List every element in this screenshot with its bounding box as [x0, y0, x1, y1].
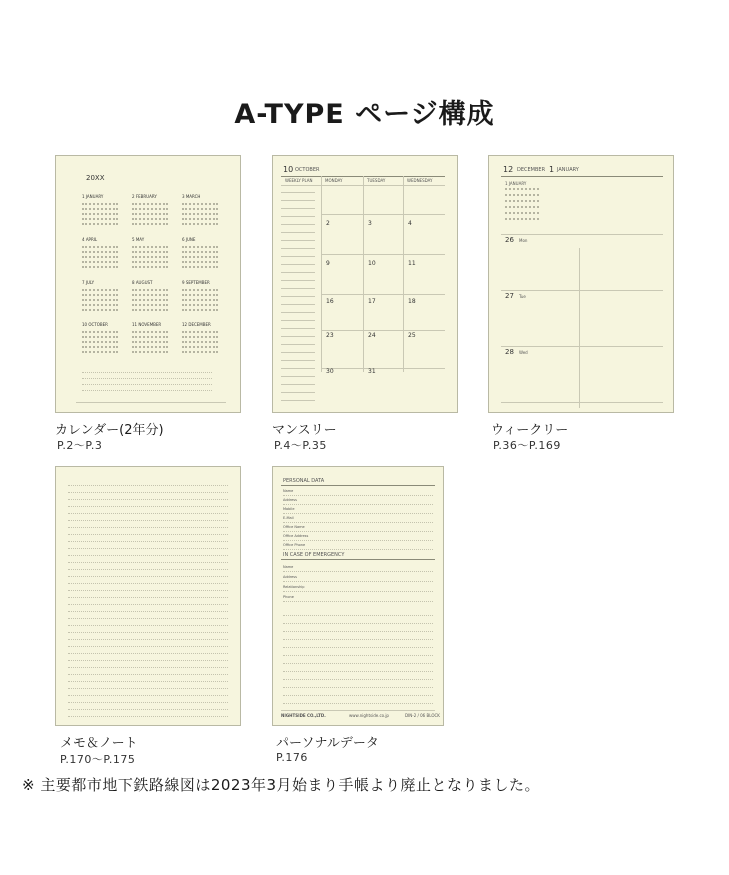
calendar-week-row: [82, 299, 118, 301]
personal-field-label: Office Name: [283, 525, 305, 529]
monthly-column-divider: [403, 176, 404, 372]
personal-field-line: [283, 540, 433, 541]
calendar-week-row: [182, 341, 218, 343]
monthly-week-line: [321, 294, 445, 295]
monthly-plan-line: [281, 208, 315, 209]
personal-header: PERSONAL DATA: [283, 478, 325, 484]
weekly-bottom-line: [501, 402, 663, 403]
monthly-plan-line: [281, 248, 315, 249]
personal-blank-line: [283, 647, 433, 648]
calendar-week-row: [82, 304, 118, 306]
monthly-plan-line: [281, 368, 315, 369]
personal-emergency-label: Phone: [283, 595, 294, 599]
personal-emergency-label: Relationship: [283, 585, 305, 589]
weekly-mini-calendar-row: [505, 194, 539, 196]
calendar-week-row: [82, 213, 118, 215]
calendar-week-row: [132, 246, 168, 248]
calendar-week-row: [82, 336, 118, 338]
calendar-week-row: [132, 251, 168, 253]
monthly-column-divider: [321, 176, 322, 372]
calendar-week-row: [182, 266, 218, 268]
monthly-day-number: 11: [408, 260, 416, 267]
caption-weekly: ウィークリー: [491, 423, 569, 438]
memo-rule-line: [68, 597, 228, 598]
calendar-holiday-row: [82, 384, 212, 385]
monthly-plan-line: [281, 328, 315, 329]
monthly-month-number: 10: [283, 165, 294, 174]
calendar-footer-line: [76, 402, 226, 403]
caption-calendar: カレンダー(2年分): [55, 423, 164, 438]
caption-memo: メモ＆ノート: [60, 736, 138, 751]
calendar-week-row: [182, 331, 218, 333]
monthly-plan-line: [281, 264, 315, 265]
range-monthly: P.4～P.35: [274, 439, 327, 452]
personal-emergency-label: Address: [283, 575, 297, 579]
calendar-month-label: 5 MAY: [132, 237, 145, 242]
calendar-week-row: [82, 341, 118, 343]
calendar-month-label: 1 JANUARY: [82, 194, 104, 199]
calendar-week-row: [82, 203, 118, 205]
personal-blank-line: [283, 615, 433, 616]
personal-field-line: [283, 504, 433, 505]
calendar-week-row: [82, 266, 118, 268]
calendar-month-label: 10 OCTOBER: [82, 322, 108, 327]
calendar-month-label: 2 FEBRUARY: [132, 194, 157, 199]
calendar-page-thumbnail: [55, 155, 241, 413]
monthly-plan-line: [281, 296, 315, 297]
calendar-week-row: [182, 251, 218, 253]
weekly-mini-calendar-row: [505, 212, 539, 214]
calendar-week-row: [182, 346, 218, 348]
calendar-week-row: [132, 208, 168, 210]
monthly-plan-line: [281, 392, 315, 393]
personal-field-line: [283, 513, 433, 514]
memo-rule-line: [68, 604, 228, 605]
monthly-day-number: 25: [408, 332, 416, 339]
monthly-column-header: WEDNESDAY: [407, 178, 433, 183]
calendar-week-row: [182, 218, 218, 220]
memo-rule-line: [68, 646, 228, 647]
memo-rule-line: [68, 527, 228, 528]
weekly-day-number: 28: [505, 348, 514, 356]
memo-rule-line: [68, 625, 228, 626]
weekly-day-label: Mon: [519, 238, 528, 243]
weekly-day-number: 27: [505, 292, 514, 300]
personal-field-label: Office Address: [283, 534, 309, 538]
monthly-column-divider: [363, 176, 364, 372]
memo-rule-line: [68, 499, 228, 500]
monthly-plan-line: [281, 240, 315, 241]
monthly-plan-line: [281, 216, 315, 217]
memo-page-thumbnail: [55, 466, 241, 726]
weekly-page-thumbnail: [488, 155, 674, 413]
calendar-week-row: [132, 289, 168, 291]
monthly-plan-line: [281, 272, 315, 273]
memo-rule-line: [68, 492, 228, 493]
personal-blank-line: [283, 623, 433, 624]
calendar-week-row: [132, 299, 168, 301]
memo-rule-line: [68, 688, 228, 689]
calendar-week-row: [132, 336, 168, 338]
memo-rule-line: [68, 674, 228, 675]
weekly-day-number: 26: [505, 236, 514, 244]
monthly-day-number: 3: [368, 220, 372, 227]
weekly-mini-calendar-row: [505, 206, 539, 208]
memo-rule-line: [68, 618, 228, 619]
memo-rule-line: [68, 709, 228, 710]
calendar-week-row: [82, 294, 118, 296]
calendar-week-row: [132, 331, 168, 333]
calendar-month-label: 11 NOVEMBER: [132, 322, 162, 327]
weekly-day-label: Tue: [519, 294, 526, 299]
calendar-week-row: [132, 266, 168, 268]
personal-footer-line: [281, 710, 435, 711]
monthly-day-number: 24: [368, 332, 376, 339]
monthly-plan-line: [281, 320, 315, 321]
memo-rule-line: [68, 562, 228, 563]
range-personal: P.176: [276, 751, 308, 764]
monthly-day-number: 2: [326, 220, 330, 227]
calendar-week-row: [82, 223, 118, 225]
calendar-week-row: [82, 246, 118, 248]
calendar-week-row: [182, 304, 218, 306]
personal-blank-line: [283, 655, 433, 656]
calendar-week-row: [182, 336, 218, 338]
monthly-plan-line: [281, 224, 315, 225]
monthly-plan-line: [281, 336, 315, 337]
calendar-week-row: [82, 261, 118, 263]
memo-rule-line: [68, 541, 228, 542]
monthly-plan-line: [281, 192, 315, 193]
monthly-week-line: [321, 254, 445, 255]
calendar-week-row: [132, 223, 168, 225]
personal-blank-line: [283, 671, 433, 672]
monthly-day-number: 18: [408, 298, 416, 305]
calendar-week-row: [82, 346, 118, 348]
calendar-month-label: 7 JULY: [82, 280, 95, 285]
monthly-day-number: 31: [368, 368, 376, 375]
memo-rule-line: [68, 520, 228, 521]
caption-monthly: マンスリー: [272, 423, 337, 438]
personal-field-label: Address: [283, 498, 297, 502]
calendar-year: 20XX: [86, 174, 105, 182]
weekly-mini-calendar-row: [505, 218, 539, 220]
range-weekly: P.36～P.169: [493, 439, 561, 452]
calendar-week-row: [182, 203, 218, 205]
monthly-month-name: OCTOBER: [295, 167, 320, 173]
calendar-week-row: [132, 346, 168, 348]
calendar-week-row: [132, 309, 168, 311]
monthly-plan-line: [281, 232, 315, 233]
memo-rule-line: [68, 702, 228, 703]
personal-field-line: [283, 495, 433, 496]
personal-blank-line: [283, 679, 433, 680]
personal-field-label: E-Mail: [283, 516, 294, 520]
monthly-plan-line: [281, 288, 315, 289]
calendar-week-row: [182, 246, 218, 248]
calendar-holiday-row: [82, 372, 212, 373]
monthly-day-number: 23: [326, 332, 334, 339]
memo-rule-line: [68, 506, 228, 507]
calendar-week-row: [82, 256, 118, 258]
personal-field-label: Mobile: [283, 507, 295, 511]
monthly-plan-line: [281, 304, 315, 305]
weekly-header-num-a: 12: [503, 165, 514, 174]
calendar-week-row: [132, 256, 168, 258]
calendar-week-row: [132, 213, 168, 215]
calendar-week-row: [132, 351, 168, 353]
personal-blank-line: [283, 639, 433, 640]
calendar-month-label: 4 APRIL: [82, 237, 98, 242]
monthly-page-thumbnail: [272, 155, 458, 413]
calendar-week-row: [182, 256, 218, 258]
calendar-week-row: [132, 294, 168, 296]
memo-rule-line: [68, 667, 228, 668]
personal-field-line: [283, 522, 433, 523]
calendar-holiday-row: [82, 390, 212, 391]
monthly-plan-line: [281, 400, 315, 401]
monthly-day-number: 4: [408, 220, 412, 227]
monthly-plan-line: [281, 280, 315, 281]
monthly-week-line: [321, 368, 445, 369]
monthly-day-number: 10: [368, 260, 376, 267]
personal-blank-line: [283, 687, 433, 688]
calendar-week-row: [82, 309, 118, 311]
monthly-day-number: 9: [326, 260, 330, 267]
weekly-mini-calendar-row: [505, 188, 539, 190]
calendar-month-label: 8 AUGUST: [132, 280, 153, 285]
weekly-mini-month: 1 JANUARY: [505, 181, 527, 186]
personal-field-label: Office Phone: [283, 543, 306, 547]
personal-blank-line: [283, 631, 433, 632]
memo-rule-line: [68, 716, 228, 717]
weekly-mini-calendar-row: [505, 200, 539, 202]
monthly-plan-line: [281, 256, 315, 257]
memo-rule-line: [68, 660, 228, 661]
personal-emergency-field-line: [283, 571, 433, 572]
calendar-week-row: [132, 341, 168, 343]
memo-rule-line: [68, 576, 228, 577]
personal-footer-right: DIN-2 / 06 BLOCK: [405, 713, 440, 718]
memo-rule-line: [68, 583, 228, 584]
memo-rule-line: [68, 681, 228, 682]
personal-blank-line: [283, 663, 433, 664]
weekly-center-divider: [579, 248, 580, 408]
calendar-week-row: [182, 223, 218, 225]
personal-emergency-line: [281, 559, 435, 560]
calendar-week-row: [82, 331, 118, 333]
calendar-week-row: [82, 218, 118, 220]
personal-emergency-field-line: [283, 591, 433, 592]
weekly-day-line: [501, 234, 663, 235]
memo-rule-line: [68, 569, 228, 570]
monthly-plan-line: [281, 376, 315, 377]
calendar-week-row: [82, 289, 118, 291]
calendar-week-row: [182, 261, 218, 263]
calendar-week-row: [132, 218, 168, 220]
monthly-column-header: MONDAY: [325, 178, 343, 183]
memo-rule-line: [68, 653, 228, 654]
memo-rule-line: [68, 632, 228, 633]
monthly-week-line: [321, 214, 445, 215]
calendar-month-label: 9 SEPTEMBER: [182, 280, 210, 285]
personal-footer-mid: www.nightside.co.jp: [349, 713, 389, 718]
monthly-plan-line: [281, 312, 315, 313]
calendar-week-row: [182, 213, 218, 215]
memo-rule-line: [68, 534, 228, 535]
calendar-week-row: [82, 351, 118, 353]
weekly-header-num-b: 1: [549, 165, 555, 174]
page-title: A-TYPE ページ構成: [234, 99, 495, 130]
calendar-week-row: [132, 304, 168, 306]
calendar-week-row: [182, 309, 218, 311]
personal-emergency-field-line: [283, 601, 433, 602]
calendar-week-row: [132, 203, 168, 205]
calendar-month-label: 6 JUNE: [182, 237, 196, 242]
personal-data-page-thumbnail: [272, 466, 444, 726]
personal-blank-line: [283, 695, 433, 696]
weekly-header-month-a: DECEMBER: [517, 167, 546, 173]
personal-field-line: [283, 531, 433, 532]
memo-rule-line: [68, 590, 228, 591]
monthly-column-header: WEEKLY PLAN: [285, 178, 313, 183]
calendar-month-label: 12 DECEMBER: [182, 322, 211, 327]
personal-footer-left: NIGHTSIDE CO.,LTD.: [281, 713, 326, 718]
memo-rule-line: [68, 695, 228, 696]
monthly-plan-line: [281, 360, 315, 361]
personal-emergency-label: Name: [283, 565, 294, 569]
range-calendar: P.2～P.3: [57, 439, 103, 452]
memo-rule-line: [68, 485, 228, 486]
monthly-day-number: 16: [326, 298, 334, 305]
calendar-week-row: [82, 208, 118, 210]
monthly-day-number: 17: [368, 298, 376, 305]
weekly-header-line: [501, 176, 663, 177]
personal-field-label: Name: [283, 489, 294, 493]
calendar-week-row: [182, 299, 218, 301]
monthly-plan-line: [281, 384, 315, 385]
personal-emergency-field-line: [283, 581, 433, 582]
range-memo: P.170～P.175: [60, 753, 136, 766]
calendar-week-row: [182, 351, 218, 353]
personal-header-line: [281, 485, 435, 486]
weekly-header-month-b: JANUARY: [557, 167, 579, 173]
weekly-day-line: [501, 290, 663, 291]
calendar-week-row: [182, 208, 218, 210]
footnote: ※ 主要都市地下鉄路線図は2023年3月始まり手帳より廃止となりました。: [22, 776, 541, 794]
calendar-month-label: 3 MARCH: [182, 194, 201, 199]
memo-rule-line: [68, 555, 228, 556]
calendar-week-row: [82, 251, 118, 253]
monthly-plan-line: [281, 344, 315, 345]
personal-emergency-header: IN CASE OF EMERGENCY: [283, 552, 345, 558]
calendar-week-row: [182, 294, 218, 296]
monthly-plan-line: [281, 352, 315, 353]
calendar-holiday-row: [82, 378, 212, 379]
monthly-week-line: [321, 330, 445, 331]
weekly-day-label: Wed: [519, 350, 528, 355]
memo-rule-line: [68, 639, 228, 640]
personal-blank-line: [283, 703, 433, 704]
monthly-column-header: TUESDAY: [367, 178, 386, 183]
memo-rule-line: [68, 548, 228, 549]
weekly-day-line: [501, 346, 663, 347]
monthly-plan-line: [281, 200, 315, 201]
calendar-week-row: [132, 261, 168, 263]
calendar-week-row: [182, 289, 218, 291]
caption-personal: パーソナルデータ: [276, 736, 379, 751]
personal-field-line: [283, 549, 433, 550]
memo-rule-line: [68, 611, 228, 612]
monthly-day-number: 30: [326, 368, 334, 375]
memo-rule-line: [68, 513, 228, 514]
